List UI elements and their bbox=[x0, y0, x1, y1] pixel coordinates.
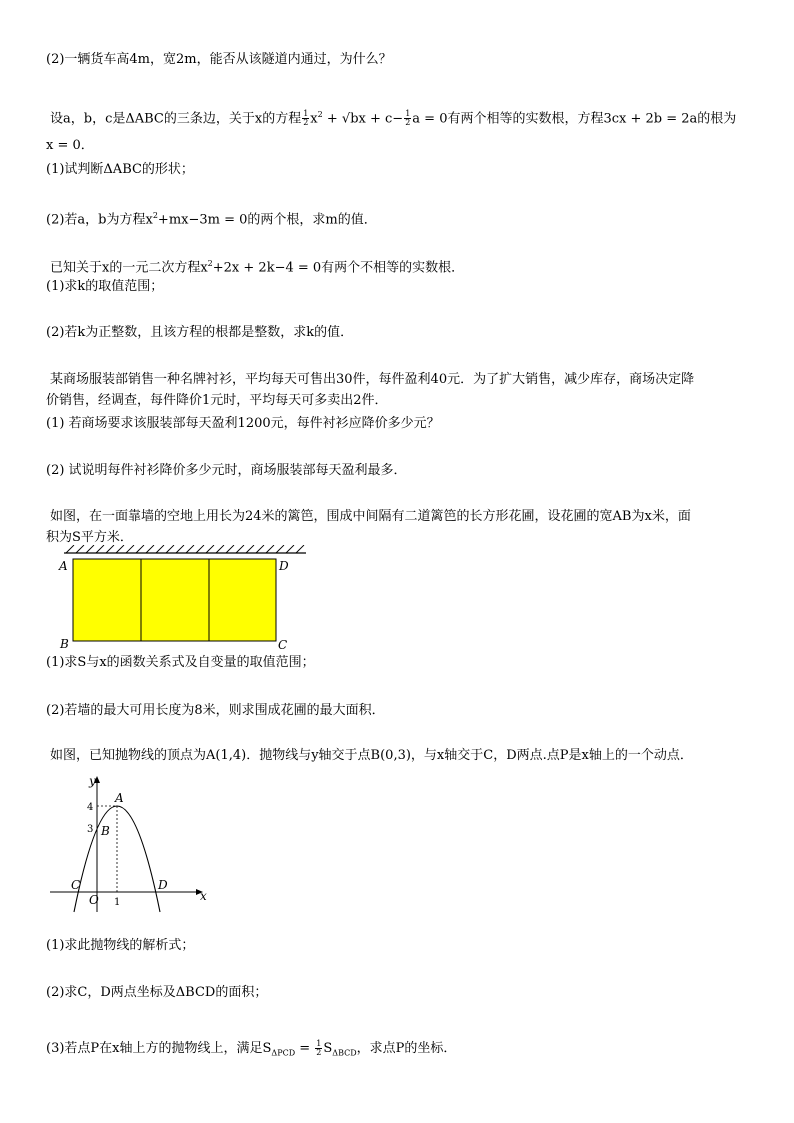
label-4: 4 bbox=[87, 802, 94, 813]
label-B: B bbox=[101, 824, 110, 838]
label-B: B bbox=[60, 637, 69, 651]
p1-question-2: (2)一辆货车高4m，宽2m，能否从该隧道内通过，为什么？ bbox=[46, 52, 392, 67]
p4-intro-line1: 某商场服装部销售一种名牌衬衫，平均每天可售出30件，每件盈利40元．为了扩大销售，减少库存，商场决定降 bbox=[50, 372, 695, 387]
p2-question-2: (2)若a，b为方程$x^2+mx-3m = 0$的两个根，求m的值． bbox=[46, 211, 377, 228]
label-D: D bbox=[158, 878, 168, 892]
label-O: O bbox=[89, 893, 99, 907]
p3-question-2: (2)若k为正整数，且该方程的根都是整数，求k的值． bbox=[46, 325, 354, 340]
label-y: y bbox=[89, 774, 96, 788]
p2-intro: 设a，b，c是ΔABC的三条边，关于x的方程 $\frac{1}{2}$ $x^2 + √bx + c-$ $\frac{1}{2}$ a = 0有两个相等的实数根，方程3cx + 2b = 2a的根为 bbox=[50, 109, 737, 128]
label-C: C bbox=[71, 878, 81, 892]
p5-question-1: (1)求S与x的函数关系式及自变量的取值范围； bbox=[46, 655, 315, 670]
p6-intro: 如图，已知抛物线的顶点为A(1,4)．抛物线与y轴交于点B(0,3)，与x轴交于C，D两点.点P是x轴上的一个动点． bbox=[50, 748, 693, 763]
label-1: 1 bbox=[114, 897, 121, 908]
p2-question-1: (1)试判断ΔABC的形状； bbox=[46, 162, 194, 177]
p2-intro-cont: x = 0． bbox=[46, 138, 94, 153]
p5-intro-line1: 如图，在一面靠墙的空地上用长为24米的篱笆，围成中间隔有二道篱笆的长方形花圃，设花圃的宽AB为x米，面 bbox=[50, 509, 691, 524]
garden-rectangle bbox=[73, 559, 276, 641]
p6-question-1: (1)求此抛物线的解析式； bbox=[46, 938, 195, 953]
label-D: D bbox=[279, 559, 289, 573]
p5-intro-line2: 积为S平方米． bbox=[46, 530, 133, 545]
wall-hatching bbox=[66, 545, 304, 553]
label-A: A bbox=[59, 559, 68, 573]
p6-question-3: (3)若点P在x轴上方的抛物线上，满足$S_{\Delta PCD}$ = $\frac{1}{2}$ $S_{\Delta BCD}$，求点P的坐标． bbox=[46, 1039, 457, 1058]
p6-question-2: (2)求C，D两点坐标及ΔBCD的面积； bbox=[46, 985, 268, 1000]
p3-question-1: (1)求k的取值范围； bbox=[46, 279, 164, 294]
fraction-half: $\frac{1}{2}$ bbox=[303, 109, 309, 128]
label-3: 3 bbox=[87, 824, 94, 835]
p3-intro: 已知关于x的一元二次方程$x^2+2x + 2k-4 = 0$有两个不相等的实数根． bbox=[50, 259, 465, 276]
label-x: x bbox=[200, 889, 207, 903]
p4-question-2: (2) 试说明每件衬衫降价多少元时，商场服装部每天盈利最多． bbox=[46, 463, 407, 478]
p5-question-2: (2)若墙的最大可用长度为8米，则求围成花圃的最大面积． bbox=[46, 703, 385, 718]
p4-intro-line2: 价销售，经调查，每件降价1元时，平均每天可多卖出2件． bbox=[46, 393, 388, 408]
parabola-figure bbox=[45, 772, 215, 917]
sqrt-icon: √ bbox=[341, 111, 351, 127]
garden-figure bbox=[56, 545, 316, 655]
label-A: A bbox=[115, 791, 124, 805]
p4-question-1: (1) 若商场要求该服装部每天盈利1200元，每件衬衫应降价多少元？ bbox=[46, 416, 440, 431]
label-C: C bbox=[278, 638, 288, 652]
